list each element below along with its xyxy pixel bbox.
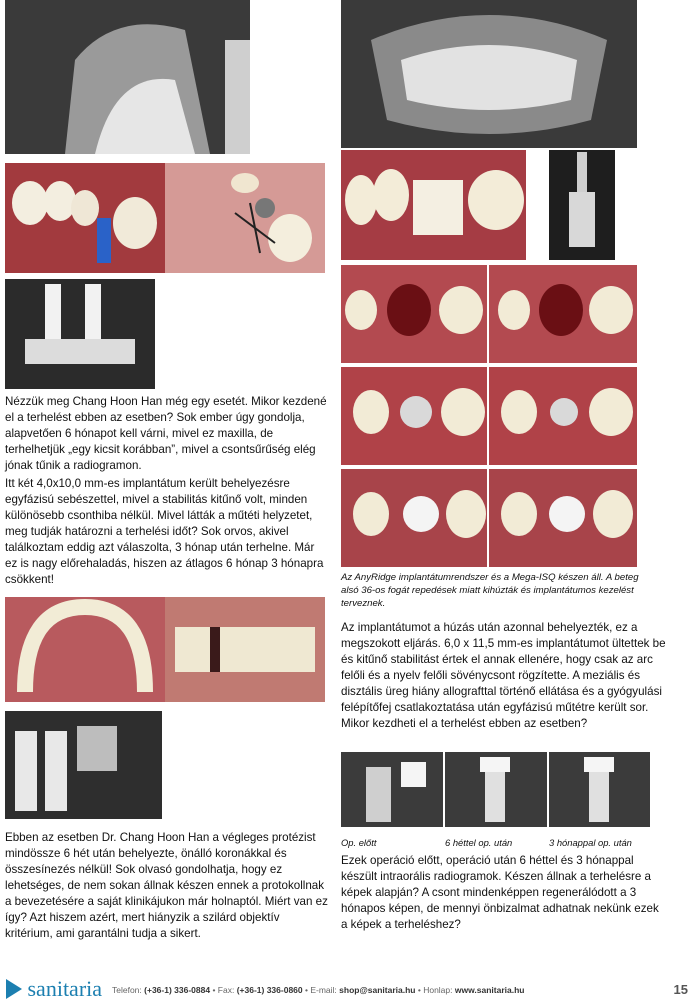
photo-isq-measure-1	[341, 469, 487, 567]
xray-pre-op	[341, 752, 443, 827]
photo-extraction-socket-1	[341, 265, 487, 363]
web-link[interactable]: www.sanitaria.hu	[454, 985, 525, 995]
tel-number[interactable]: (+36-1) 336-0884	[144, 985, 211, 995]
xray-panoramic	[341, 0, 637, 148]
xray-label-pre-op: Op. előtt	[341, 837, 377, 848]
fax-number: (+36-1) 336-0860	[236, 985, 303, 995]
separator: •	[417, 985, 424, 995]
paragraph-3: Ebben az esetben Dr. Chang Hoon Han a végleges protézist mindössze 6 hét után behelyezte, önálló koronákkal és összesínezés nélkül! Sok olvasó gondolhatja, hogy ez lehetséges, de nem sokan állnak készen ennek a protokollnak a bevezetésére a saját klinikájukon már holnaptól. Miért van ez így? Azt hiszem azért, mert hiányzik a szilárd objektív kritérium, ami garantálni tudja a sikert.	[5, 831, 328, 940]
figure-caption: Az AnyRidge implantátumrendszer és a Mega-ISQ készen áll. A beteg alsó 36-os fogát repedések miatt kihúzták és implantátumos kezelést terveznek.	[341, 572, 639, 609]
separator: •	[305, 985, 311, 995]
xray-image-maxilla	[5, 0, 250, 154]
photo-extraction-socket-2	[489, 265, 637, 363]
email-label: E-mail:	[310, 985, 337, 995]
tel-label: Telefon:	[112, 985, 142, 995]
xray-label-3-months: 3 hónappal op. után	[549, 837, 632, 848]
photo-isq-measure-2	[489, 469, 637, 567]
xray-6-weeks-post-op	[445, 752, 547, 827]
paragraph-1: Nézzük meg Chang Hoon Han még egy esetét. Mikor kezdené el a terhelést ebben az esetben? Sok ember úgy gondolja, alapvetően 6 hónapot kell várni, mivel ez maxilla, de terhelhetjük „egy kicsit korábban”, mivel a csontsűrűség elég jónak tűnik a radiogramon.	[5, 395, 327, 472]
web-label: Honlap:	[423, 985, 453, 995]
photo-healing-abutment-2	[489, 367, 637, 465]
logo-arrow-icon	[6, 979, 22, 999]
photo-implant	[549, 150, 615, 260]
paragraph-2: Itt két 4,0x10,0 mm-es implantátum került behelyezésre egyfázisú sebészettel, mivel a stabilitás kitűnő volt, minden különösebb csonthiba nélkül. Mivel látták a műtéti helyzetet, meg tudják határozni a terhelési időt? Sok orvos, akivel találkoztam eddig azt válaszolta, 3 hónap után terhelne. Már ez is nagy előrehaladás, hiszen az átlagos 6 hónap 3 hónapra csökkent!	[5, 477, 324, 586]
paragraph-4: Az implantátumot a húzás után azonnal behelyezték, ez a megszokott eljárás. 6,0 x 11,5 mm-es implantátumot ültettek be és kitűnő stabilitást értek el annak ellenére, hogy csak az arc felőli és a nyelv felőli sövénycsont rögzítette. A meziális és disztális üreg hiány allografttal történő ellátása és a gyógyulási felépítőfej csatlakoztatása után egyfázisú műtétre került sor. Mikor kezdheti el a terhelést ebben az esetben?	[341, 621, 666, 730]
sanitaria-logo[interactable]	[6, 976, 102, 1002]
email-link[interactable]: shop@sanitaria.hu	[339, 985, 416, 995]
xray-crowns	[5, 711, 162, 819]
xray-3-months-post-op	[549, 752, 650, 827]
paragraph-5: Ezek operáció előtt, operáció után 6 héttel és 3 hónappal készült intraorális radiogramok. Készen állnak a terhelésre a képek alapján? A csont mindenképpen regenerálódott a 3 hónapos képen, de mennyi önbizalmat adhatnak nekünk ezek a képek a terheléshez?	[341, 854, 659, 931]
logo-text: sanitaria	[27, 976, 103, 1001]
contact-line	[112, 985, 524, 995]
photo-healing-abutment-1	[341, 367, 487, 465]
photo-surgery-site	[5, 163, 165, 273]
page-footer	[0, 968, 700, 1005]
xray-two-implants	[5, 279, 155, 389]
xray-label-6-weeks: 6 héttel op. után	[445, 837, 513, 848]
photo-front-teeth	[165, 597, 325, 702]
photo-sutured-site	[165, 163, 325, 273]
page-number: 15	[673, 982, 688, 997]
photo-fractured-molar	[341, 150, 526, 260]
fax-label: Fax:	[217, 985, 235, 995]
separator: •	[212, 985, 218, 995]
photo-upper-arch	[5, 597, 165, 702]
